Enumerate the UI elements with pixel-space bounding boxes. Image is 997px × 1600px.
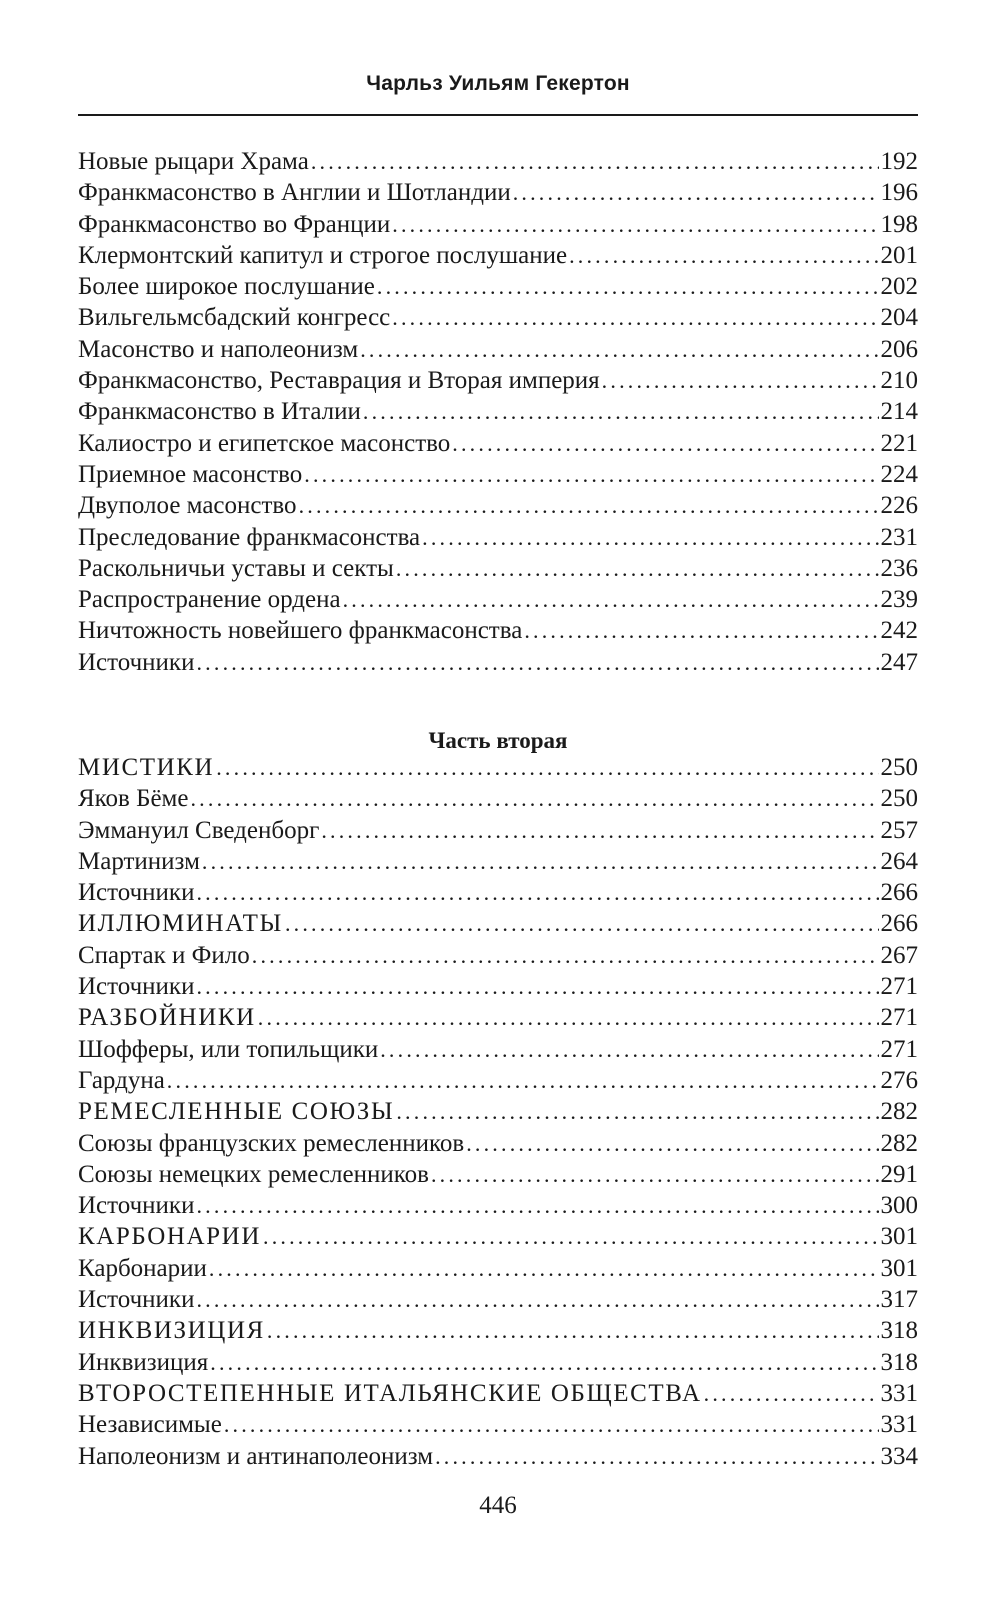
toc-entry-title: Ничтожность новейшего франкмасонства xyxy=(78,617,523,645)
toc-entry xyxy=(78,1002,918,1033)
dot-leader xyxy=(569,240,878,271)
toc-entry-page: 214 xyxy=(880,398,918,426)
toc-entry xyxy=(78,940,918,971)
dot-leader xyxy=(343,584,879,615)
toc-entry-page: 201 xyxy=(880,241,918,269)
toc-entry-title: Масонство и наполеонизм xyxy=(78,335,359,363)
toc-entry-page: 264 xyxy=(880,847,918,875)
dot-leader xyxy=(435,1441,878,1472)
toc-list-part-2 xyxy=(78,752,918,1472)
dot-leader xyxy=(431,1159,879,1190)
dot-leader xyxy=(285,908,879,939)
toc-entry xyxy=(78,1253,918,1284)
toc-entry-title: Гардуна xyxy=(78,1066,165,1094)
dot-leader xyxy=(216,752,878,783)
section-heading: Часть вторая xyxy=(428,728,568,753)
dot-leader xyxy=(396,1096,878,1127)
toc-entry-page: 250 xyxy=(880,785,918,813)
toc-entry xyxy=(78,815,918,846)
dot-leader xyxy=(392,302,878,333)
toc-entry-page: 239 xyxy=(880,586,918,614)
toc-entry xyxy=(78,877,918,908)
dot-leader xyxy=(267,1315,879,1346)
dot-leader xyxy=(196,877,878,908)
toc-entry xyxy=(78,209,918,240)
header-rule xyxy=(78,114,918,116)
toc-entry xyxy=(78,783,918,814)
toc-entry xyxy=(78,271,918,302)
toc-entry xyxy=(78,396,918,427)
toc-entry xyxy=(78,846,918,877)
toc-entry-page: 318 xyxy=(880,1348,918,1376)
toc-entry-page: 192 xyxy=(880,148,918,175)
toc-entry-title: Карбонарии xyxy=(78,1254,207,1282)
toc-entry xyxy=(78,365,918,396)
toc-entry-title: Преследование франкмасонства xyxy=(78,523,421,551)
toc-entry xyxy=(78,1315,918,1346)
toc-entry xyxy=(78,752,918,783)
toc-entry xyxy=(78,908,918,939)
toc-entry-page: 257 xyxy=(880,816,918,844)
dot-leader xyxy=(196,1190,878,1221)
toc-entry-page: 236 xyxy=(880,554,918,582)
dot-leader xyxy=(196,647,878,678)
toc-entry-title: Эммануил Сведенборг xyxy=(78,816,320,844)
toc-entry-page: 301 xyxy=(880,1254,918,1282)
toc-entry xyxy=(78,553,918,584)
toc-entry xyxy=(78,1378,918,1409)
toc-entry-page: 317 xyxy=(880,1286,918,1314)
toc-entry-title: ВТОРОСТЕПЕННЫЕ ИТАЛЬЯНСКИЕ ОБЩЕСТВА xyxy=(78,1379,702,1407)
toc-entry-page: 271 xyxy=(880,973,918,1001)
toc-entry xyxy=(78,334,918,365)
dot-leader xyxy=(304,459,878,490)
toc-entry xyxy=(78,1284,918,1315)
toc-entry-title: Двуполое масонство xyxy=(78,492,297,520)
dot-leader xyxy=(524,615,878,646)
toc-entry-title: Франкмасонство во Франции xyxy=(78,210,391,238)
toc-entry-title: Калиостро и египетское масонство xyxy=(78,429,451,457)
dot-leader xyxy=(210,1347,878,1378)
toc-entry xyxy=(78,1065,918,1096)
toc-entry xyxy=(78,1221,918,1252)
toc-entry-page: 231 xyxy=(880,523,918,551)
toc-entry-title: Новые рыцари Храма xyxy=(78,148,309,175)
toc-entry-title: Раскольничьи уставы и секты xyxy=(78,554,394,582)
toc-entry xyxy=(78,146,918,177)
toc-entry-page: 247 xyxy=(880,648,918,676)
toc-entry-page: 291 xyxy=(880,1160,918,1188)
dot-leader xyxy=(299,490,879,521)
toc-entry-page: 202 xyxy=(880,273,918,301)
toc-entry-page: 334 xyxy=(880,1442,918,1470)
toc-entry xyxy=(78,522,918,553)
toc-entry-page: 276 xyxy=(880,1066,918,1094)
dot-leader xyxy=(704,1378,879,1409)
toc-entry-page: 267 xyxy=(880,941,918,969)
toc-entry-title: КАРБОНАРИИ xyxy=(78,1223,261,1251)
toc-entry-page: 250 xyxy=(880,754,918,781)
dot-leader xyxy=(190,783,878,814)
toc-entry xyxy=(78,584,918,615)
toc-entry-title: МИСТИКИ xyxy=(78,754,215,781)
toc-entry-title: Приемное масонство xyxy=(78,460,303,488)
dot-leader xyxy=(363,396,879,427)
toc-entry-page: 206 xyxy=(880,335,918,363)
dot-leader xyxy=(321,815,878,846)
toc-list-part-1 xyxy=(78,146,918,678)
dot-leader xyxy=(263,1221,879,1252)
dot-leader xyxy=(452,428,878,459)
toc-entry-title: Источники xyxy=(78,648,195,676)
toc-entry-title: РАЗБОЙНИКИ xyxy=(78,1004,256,1032)
dot-leader xyxy=(380,1034,878,1065)
toc-entry-page: 271 xyxy=(880,1004,918,1032)
toc-entry-title: РЕМЕСЛЕННЫЕ СОЮЗЫ xyxy=(78,1098,395,1126)
toc-entry-title: Источники xyxy=(78,1286,195,1314)
dot-leader xyxy=(392,209,878,240)
toc-entry-title: Источники xyxy=(78,973,195,1001)
toc-entry-title: Франкмасонство в Италии xyxy=(78,398,361,426)
dot-leader xyxy=(224,1409,879,1440)
toc-entry xyxy=(78,1034,918,1065)
toc-entry-title: Наполеонизм и антинаполеонизм xyxy=(78,1442,434,1470)
toc-entry-page: 224 xyxy=(880,460,918,488)
running-head: Чарльз Уильям Гекертон xyxy=(366,72,630,95)
toc-entry xyxy=(78,1159,918,1190)
toc-entry-title: Инквизиция xyxy=(78,1348,209,1376)
toc-entry-title: Источники xyxy=(78,879,195,907)
toc-entry-title: Мартинизм xyxy=(78,847,200,875)
toc-entry xyxy=(78,177,918,208)
toc-entry-page: 300 xyxy=(880,1192,918,1220)
toc-entry-page: 318 xyxy=(880,1317,918,1345)
toc-entry-page: 198 xyxy=(880,210,918,238)
toc-entry-page: 196 xyxy=(880,179,918,207)
toc-entry xyxy=(78,1441,918,1472)
toc-entry xyxy=(78,1347,918,1378)
toc-entry-title: Источники xyxy=(78,1192,195,1220)
toc-entry xyxy=(78,1128,918,1159)
toc-entry-title: Яков Бёме xyxy=(78,785,189,813)
toc-entry-title: Франкмасонство в Англии и Шотландии xyxy=(78,179,511,207)
dot-leader xyxy=(258,1002,879,1033)
toc-entry-title: Союзы немецких ремесленников xyxy=(78,1160,429,1188)
dot-leader xyxy=(202,846,879,877)
toc-entry-page: 331 xyxy=(880,1379,918,1407)
toc-entry-page: 282 xyxy=(880,1129,918,1157)
toc-entry-page: 331 xyxy=(880,1411,918,1439)
dot-leader xyxy=(196,971,878,1002)
toc-entry-title: ИНКВИЗИЦИЯ xyxy=(78,1317,265,1345)
dot-leader xyxy=(513,177,879,208)
toc-entry xyxy=(78,428,918,459)
dot-leader xyxy=(602,365,879,396)
toc-entry-title: Союзы французских ремесленников xyxy=(78,1129,465,1157)
toc-entry-title: Спартак и Фило xyxy=(78,941,250,969)
dot-leader xyxy=(209,1253,879,1284)
dot-leader xyxy=(377,271,879,302)
dot-leader xyxy=(167,1065,879,1096)
toc-entry-page: 301 xyxy=(880,1223,918,1251)
toc-entry-page: 282 xyxy=(880,1098,918,1126)
toc-entry xyxy=(78,1409,918,1440)
toc-entry xyxy=(78,1190,918,1221)
toc-entry xyxy=(78,302,918,333)
dot-leader xyxy=(422,522,878,553)
page-number: 446 xyxy=(479,1492,517,1519)
toc-entry-page: 266 xyxy=(880,910,918,938)
toc-entry-page: 266 xyxy=(880,879,918,907)
toc-entry-title: ИЛЛЮМИНАТЫ xyxy=(78,910,283,938)
dot-leader xyxy=(396,553,879,584)
dot-leader xyxy=(466,1128,878,1159)
dot-leader xyxy=(252,940,879,971)
dot-leader xyxy=(196,1284,878,1315)
toc-entry-page: 242 xyxy=(880,617,918,645)
dot-leader xyxy=(360,334,878,365)
toc-entry-title: Распространение ордена xyxy=(78,586,341,614)
toc-entry-title: Клермонтский капитул и строгое послушание xyxy=(78,241,568,269)
toc-entry xyxy=(78,459,918,490)
toc-entry-title: Независимые xyxy=(78,1411,222,1439)
toc-entry xyxy=(78,615,918,646)
toc-entry-page: 210 xyxy=(880,367,918,395)
toc-entry-page: 204 xyxy=(880,304,918,332)
toc-entry-page: 271 xyxy=(880,1035,918,1063)
toc-entry-title: Более широкое послушание xyxy=(78,273,375,301)
toc-entry xyxy=(78,490,918,521)
toc-entry-title: Шофферы, или топильщики xyxy=(78,1035,379,1063)
toc-entry-title: Вильгельмсбадский конгресс xyxy=(78,304,391,332)
toc-entry xyxy=(78,971,918,1002)
toc-entry-page: 226 xyxy=(880,492,918,520)
toc-entry-title: Франкмасонство, Реставрация и Вторая империя xyxy=(78,367,600,395)
toc-entry xyxy=(78,1096,918,1127)
toc-entry xyxy=(78,240,918,271)
toc-entry xyxy=(78,647,918,678)
dot-leader xyxy=(311,146,879,177)
toc-entry-page: 221 xyxy=(880,429,918,457)
